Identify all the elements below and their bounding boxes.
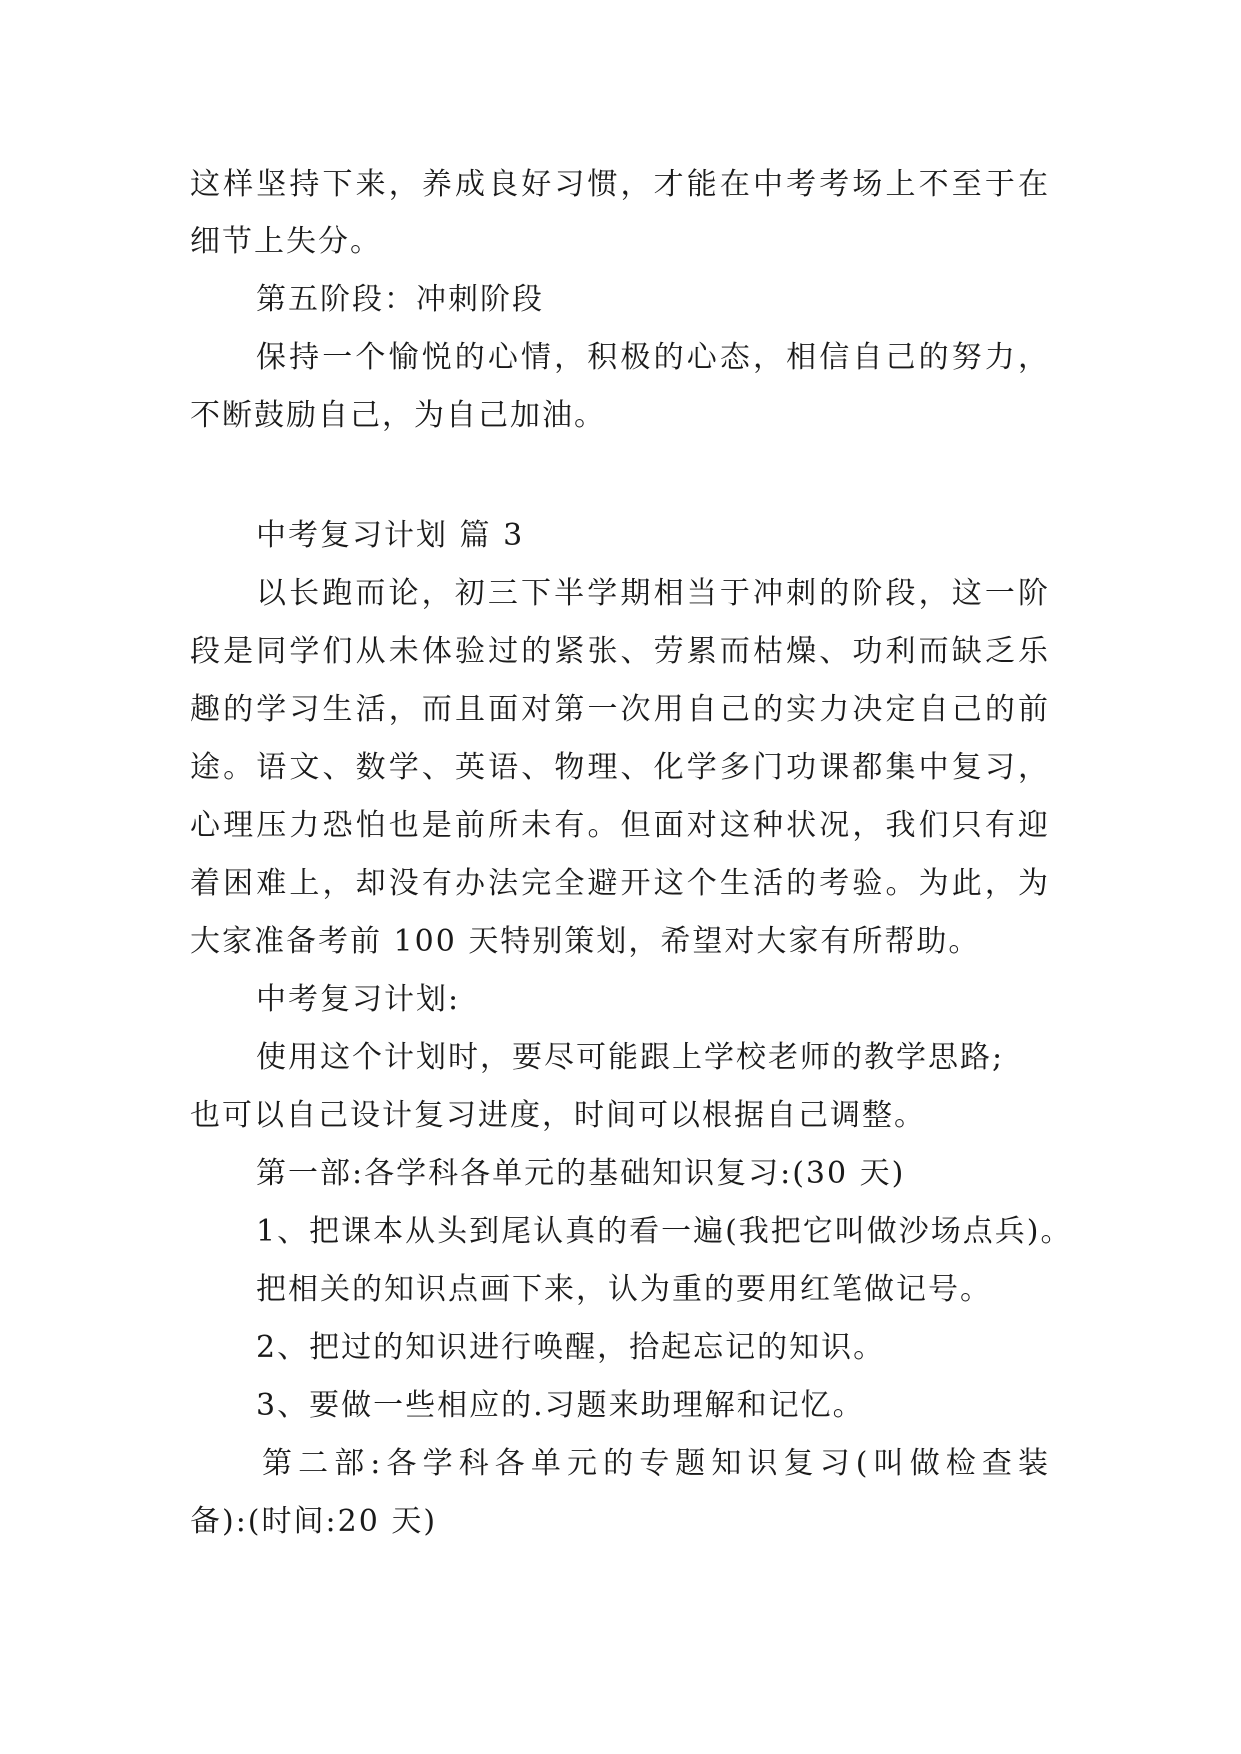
paragraph-line: 保持一个愉悦的心情，积极的心态，相信自己的努力，	[256, 340, 1050, 375]
article-title: 中考复习计划 篇 3	[256, 518, 525, 553]
paragraph-line: 使用这个计划时，要尽可能跟上学校老师的教学思路;	[256, 1040, 1005, 1075]
list-item: 3、要做一些相应的.习题来助理解和记忆。	[256, 1388, 865, 1423]
section-heading: 中考复习计划:	[256, 982, 461, 1017]
paragraph-line: 以长跑而论，初三下半学期相当于冲刺的阶段，这一阶	[256, 576, 1050, 611]
paragraph-line: 趣的学习生活，而且面对第一次用自己的实力决定自己的前	[190, 692, 1050, 727]
paragraph-line: 把相关的知识点画下来，认为重的要用红笔做记号。	[256, 1272, 992, 1307]
paragraph-line: 段是同学们从未体验过的紧张、劳累而枯燥、功利而缺乏乐	[190, 634, 1050, 669]
paragraph-line: 大家准备考前 100 天特别策划，希望对大家有所帮助。	[190, 924, 981, 959]
paragraph-line: 途。语文、数学、英语、物理、化学多门功课都集中复习，	[190, 750, 1050, 785]
paragraph-line: 不断鼓励自己，为自己加油。	[190, 398, 606, 433]
paragraph-line: 备):(时间:20 天)	[190, 1504, 438, 1539]
paragraph-line: 这样坚持下来，养成良好习惯，才能在中考考场上不至于在	[190, 167, 1050, 202]
list-item: 1、把课本从头到尾认真的看一遍(我把它叫做沙场点兵)。	[256, 1214, 1073, 1249]
list-item: 2、把过的知识进行唤醒，拾起忘记的知识。	[256, 1330, 886, 1365]
paragraph-line: 也可以自己设计复习进度，时间可以根据自己调整。	[190, 1098, 926, 1133]
section-heading: 第一部:各学科各单元的基础知识复习:(30 天)	[256, 1156, 906, 1191]
paragraph-line: 心理压力恐怕也是前所未有。但面对这种状况，我们只有迎	[190, 808, 1050, 843]
paragraph-line: 着困难上，却没有办法完全避开这个生活的考验。为此，为	[190, 866, 1050, 901]
section-heading: 第二部:各学科各单元的专题知识复习(叫做检查装	[262, 1446, 1050, 1481]
paragraph-line: 细节上失分。	[190, 224, 382, 259]
section-heading: 第五阶段：冲刺阶段	[256, 282, 544, 317]
